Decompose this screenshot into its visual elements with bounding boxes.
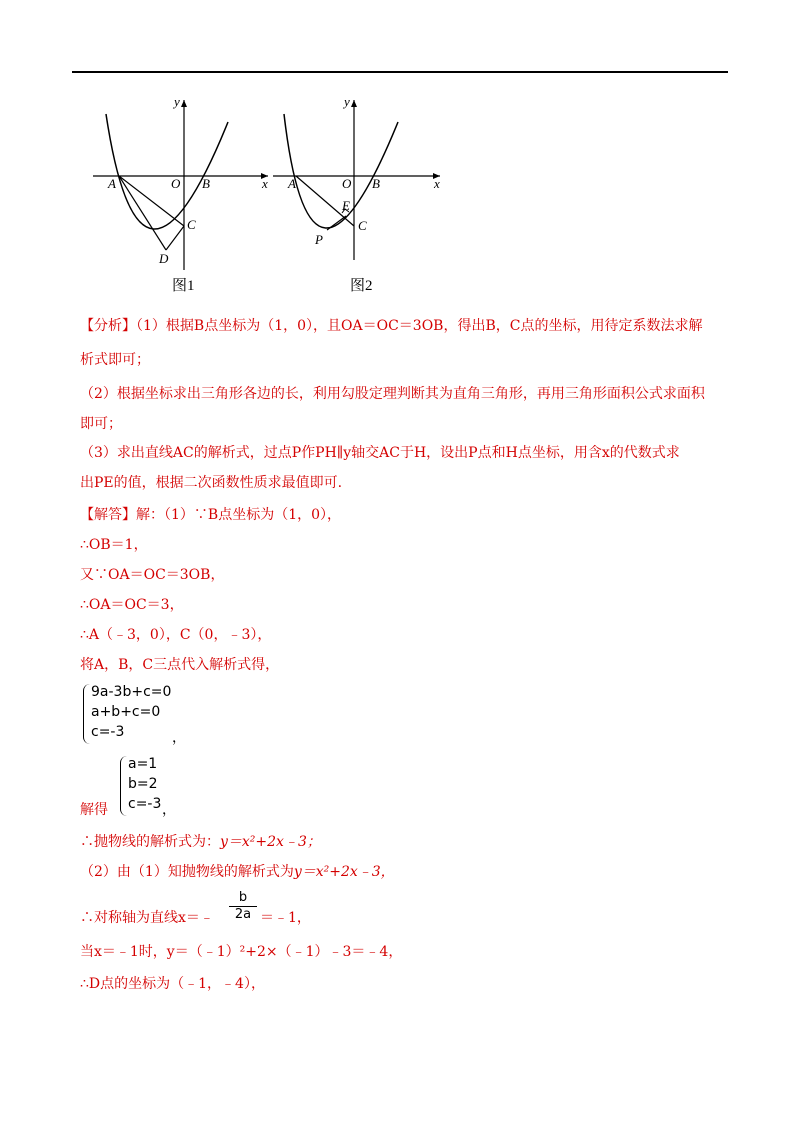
analysis-line-2: 析式即可； — [80, 352, 150, 368]
fraction-denominator: 2a — [229, 906, 257, 922]
solution-line-10: 当x＝﹣1时，y＝（﹣1）²+2×（﹣1）﹣3＝﹣4， — [80, 944, 403, 960]
system-2-eq-3: c=-3 — [128, 796, 162, 812]
fig1-label-a: A — [108, 176, 116, 191]
system-1-eq-2: a+b+c=0 — [91, 704, 161, 720]
system-2-eq-1: a=1 — [128, 756, 158, 772]
solution-line-4: ∴OA＝OC＝3， — [80, 597, 184, 613]
system-1-brace — [83, 684, 90, 744]
solution-line-1 — [80, 505, 341, 525]
solution-text-1: 解：（1）∵B点坐标为（1，0）， — [136, 507, 342, 523]
system-2 — [128, 754, 161, 814]
header-rule — [72, 71, 728, 73]
solution-text-7: ∴抛物线的解析式为： — [80, 834, 220, 850]
system-1-tail: ， — [172, 730, 186, 746]
fig2-label-a: A — [288, 176, 296, 191]
fig2-label-x: x — [434, 176, 440, 191]
figure-2 — [268, 92, 448, 262]
system-1-eq-3: c=-3 — [91, 724, 125, 740]
system-2-eq-2: b=2 — [128, 776, 158, 792]
fig1-label-y: y — [174, 94, 180, 109]
analysis-tag: 【分析】 — [80, 318, 136, 334]
analysis-line-5: （3）求出直线AC的解析式，过点P作PH∥y轴交AC于H，设出P点和H点坐标，用含x的代数式求 — [80, 445, 680, 461]
solution-line-8 — [80, 862, 395, 882]
fig1-label-x: x — [262, 176, 268, 191]
fig1-label-b: B — [202, 176, 210, 191]
analysis-line-1 — [80, 316, 702, 336]
fig2-label-e: E — [342, 198, 350, 213]
fig2-label-p: P — [315, 232, 323, 247]
fraction-b-over-2a — [229, 890, 257, 922]
system-1-eq-1: 9a-3b+c=0 — [91, 684, 172, 700]
solution-tag: 【解答】 — [80, 507, 136, 523]
fig2-label-y: y — [344, 94, 350, 109]
solution-line-2: ∴OB＝1， — [80, 537, 148, 553]
fraction-numerator: b — [238, 890, 248, 905]
solution-line-3: 又∵OA＝OC＝3OB， — [80, 567, 225, 583]
system-1 — [91, 682, 171, 742]
fig2-label-b: B — [372, 176, 380, 191]
parabola-equation-1: y＝x²+2x﹣3； — [220, 834, 321, 850]
fig1-label-o: O — [171, 176, 181, 191]
figure-1 — [88, 92, 278, 272]
solution-line-11: ∴D点的坐标为（﹣1，﹣4）， — [80, 976, 265, 992]
fig2-label-o: O — [342, 176, 352, 191]
analysis-line-4: 即可； — [80, 416, 122, 432]
solution-line-5: ∴A（﹣3，0），C（0，﹣3）， — [80, 627, 272, 643]
figure-1-caption: 图1 — [172, 278, 195, 294]
fig1-label-c: C — [187, 217, 196, 232]
fig2-label-c: C — [358, 218, 367, 233]
system-2-brace — [120, 756, 127, 816]
analysis-line-3: （2）根据坐标求出三角形各边的长，利用勾股定理判断其为直角三角形，再用三角形面积公式求面积 — [80, 386, 705, 402]
solution-line-6: 将A，B，C三点代入解析式得， — [80, 657, 280, 673]
solve-word: 解得 — [80, 802, 108, 818]
parabola-equation-2: y＝x²+2x﹣3， — [293, 864, 395, 880]
solution-line-9-pre: ∴对称轴为直线x＝﹣ — [80, 910, 214, 926]
figure-2-caption: 图2 — [350, 278, 373, 294]
solution-line-9-post: ＝﹣1， — [260, 910, 311, 926]
solution-text-8: （2）由（1）知抛物线的解析式为 — [80, 864, 294, 880]
analysis-text-1: （1）根据B点坐标为（1，0），且OA＝OC＝3OB，得出B，C点的坐标，用待定系数法求解 — [136, 318, 703, 334]
system-2-tail: ， — [162, 802, 176, 818]
solution-line-7 — [80, 832, 321, 852]
fig1-label-d: D — [159, 251, 169, 266]
analysis-line-6: 出PE的值，根据二次函数性质求最值即可. — [80, 475, 343, 491]
